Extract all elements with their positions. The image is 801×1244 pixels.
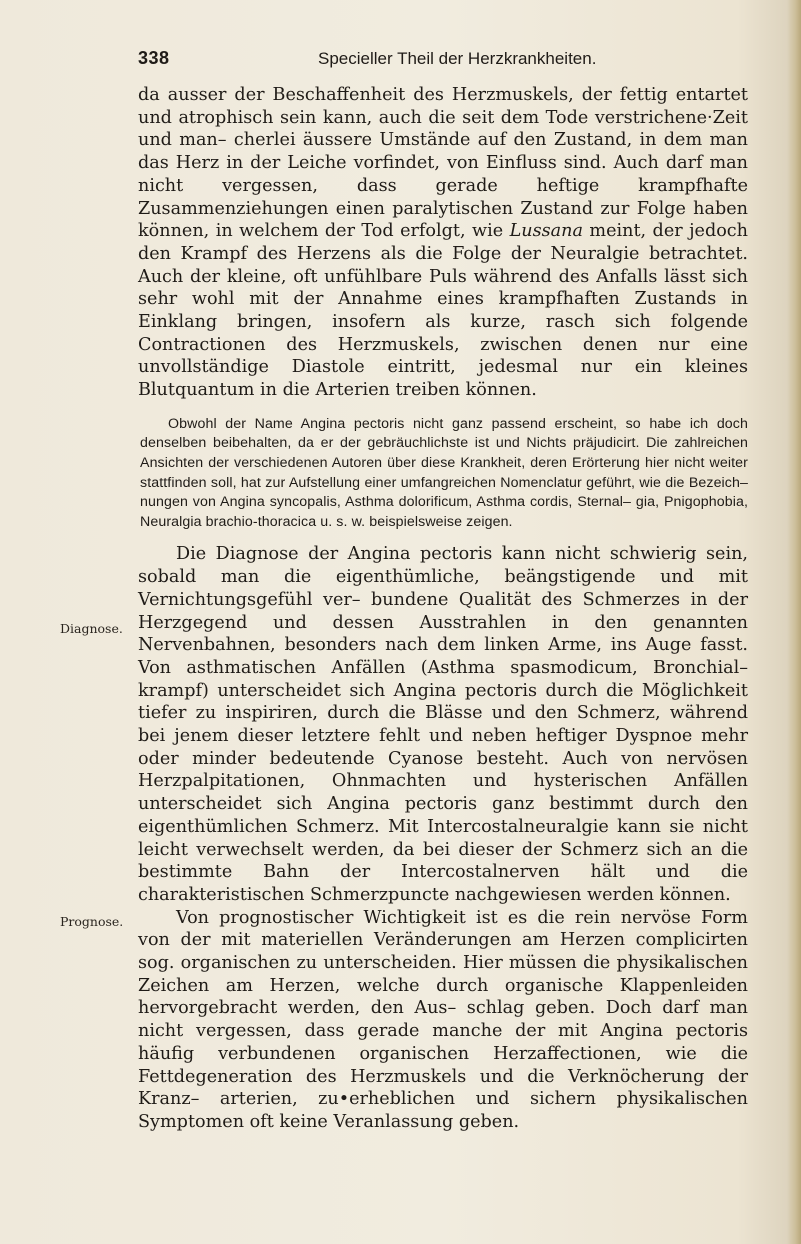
- margin-note-diagnose: Diagnose.: [60, 621, 123, 636]
- header-title: Specieller Theil der Herzkrankheiten.: [318, 49, 597, 68]
- page-edge-shadow: [787, 0, 801, 1244]
- margin-note-prognose: Prognose.: [60, 914, 124, 929]
- paragraph-text: da ausser der Beschaffenheit des Herzmuskels, der fettig entartet und atrophisch sein kann, auch die seit dem Tode verstrichene·Zeit und man– cherlei äussere Umstände auf den Zustand, in dem man das Herz in der Leiche vorfindet, von Einfluss sind. Auch darf man nicht vergessen, dass gerade heftige krampfhafte Zusammenziehungen einen paralytischen Zustand zur Folge haben können, in welchem der Tod erfolgt, wie: [138, 85, 748, 242]
- body-text: [138, 84, 748, 1134]
- note-paragraph: Obwohl der Name Angina pectoris nicht ganz passend erscheint, so habe ich doch denselben beibehalten, da er der gebräuchlichste ist und Nichts präjudicirt. Die zahlreichen Ansichten der verschiedenen Autoren über diese Krankheit, deren Erörterung hier nicht weiter stattfinden soll, hat zur Aufstellung einer umfangreichen Nomenclatur geführt, wie die Bezeich– nungen von Angina syncopalis, Asthma dolorificum, Asthma cordis, Sternal– gia, Pnigophobia, Neuralgia brachio-thoracica u. s. w. beispielsweise zeigen.: [140, 415, 748, 530]
- page-number: 338: [138, 48, 170, 68]
- paragraph-continuation: [138, 84, 748, 402]
- running-header: [138, 48, 738, 74]
- paragraph-text-cont: meint, der jedoch den Krampf des Herzens als die Folge der Neuralgie betrachtet. Auch der kleine, oft unfühlbare Puls während des Anfalls lässt sich sehr wohl mit der Annahme eines krampfhaften Zustands in Einklang bringen, insofern als kurze, rasch sich folgende Contractionen des Herzmuskels, zwischen denen nur eine unvollständige Diastole eintritt, jedesmal nur ein kleines Blutquantum in die Arterien treiben können.: [138, 221, 748, 401]
- author-name-italic: Lussana: [509, 221, 583, 242]
- diagnose-paragraph: Die Diagnose der Angina pectoris kann nicht schwierig sein, sobald man die eigenthümliche, beängstigende und mit Vernichtungsgefühl ver– bundene Qualität des Schmerzes in der Herzgegend und dessen Ausstrahlen in den genannten Nervenbahnen, besonders nach dem linken Arme, ins Auge fasst. Von asthmatischen Anfällen (Asthma spasmodicum, Bronchial– krampf) unterscheidet sich Angina pectoris durch die Möglichkeit tiefer zu inspiriren, durch die Blässe und den Schmerz, während bei jenem dieser letztere fehlt und neben heftiger Dyspnoe mehr oder minder bedeutende Cyanose besteht. Auch von nervösen Herzpalpitationen, Ohnmachten und hysterischen Anfällen unterscheidet sich Angina pectoris ganz bestimmt durch den eigenthümlichen Schmerz. Mit Intercostalneuralgie kann sie nicht leicht verwechselt werden, da bei dieser der Schmerz sich an die bestimmte Bahn der Intercostalnerven hält und die charakteristischen Schmerzpuncte nachgewiesen werden können.: [138, 544, 748, 905]
- prognose-paragraph: Von prognostischer Wichtigkeit ist es die rein nervöse Form von der mit materiellen Veränderungen am Herzen complicirten sog. organischen zu unterscheiden. Hier müssen die physikalischen Zeichen am Herzen, welche durch organische Klappenleiden hervorgebracht werden, den Aus– schlag geben. Doch darf man nicht vergessen, dass gerade manche der mit Angina pectoris häufig verbundenen organischen Herzaffectionen, wie die Fettdegeneration des Herzmuskels und die Verknöcherung der Kranz– arterien, zu•erheblichen und sichern physikalischen Symptomen oft keine Veranlassung geben.: [138, 907, 748, 1132]
